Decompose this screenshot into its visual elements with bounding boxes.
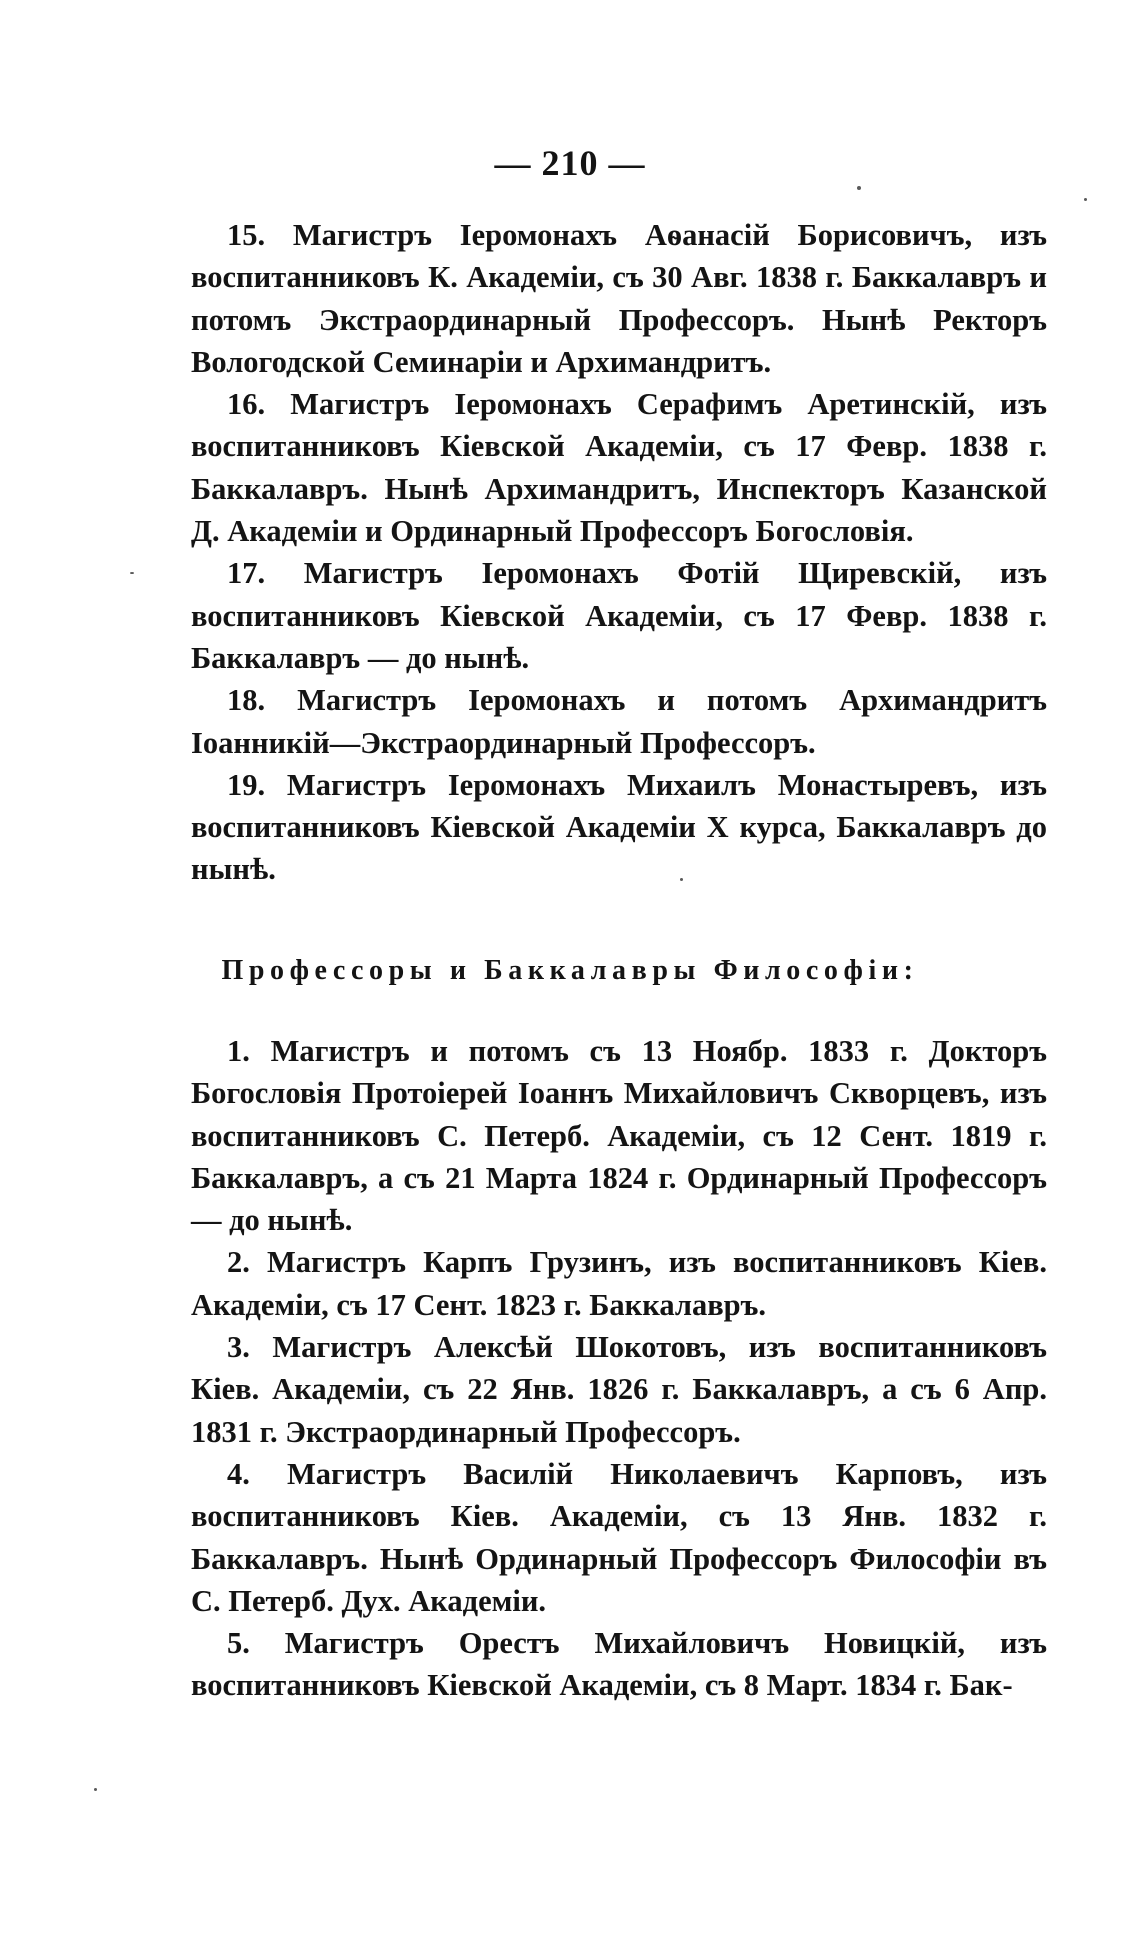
entry-2: 2. Магистръ Карпъ Грузинъ, изъ воспитанниковъ Кіев. Академіи, съ 17 Сент. 1823 г. Баккалавръ. <box>191 1245 1047 1322</box>
scan-speck <box>130 572 134 574</box>
entry-1: 1. Магистръ и потомъ съ 13 Ноябр. 1833 г. Докторъ Богословія Протоіерей Іоаннъ Михайловичъ Скворцевъ, изъ воспитанниковъ С. Петерб. Академіи, съ 12 Сент. 1819 г. Баккалавръ, а съ 21 Марта 1824 г. Ординарный Профессоръ — до нынѣ. <box>191 1034 1047 1238</box>
entry-4: 4. Магистръ Василій Николаевичъ Карповъ, изъ воспитанниковъ Кіев. Академіи, съ 13 Янв. 1832 г. Баккалавръ. Нынѣ Ординарный Профессоръ Философіи въ С. Петерб. Дух. Академіи. <box>191 1456 1047 1618</box>
entry-15: 15. Магистръ Іеромонахъ Аѳанасій Борисовичъ, изъ воспитанниковъ К. Академіи, съ 30 Авг. 1838 г. Баккалавръ и потомъ Экстраординарный Профессоръ. Нынѣ Ректоръ Вологодской Семинаріи и Архимандритъ. <box>191 218 1047 379</box>
entry-5: 5. Магистръ Орестъ Михайловичъ Новицкій, изъ воспитанниковъ Кіевской Академіи, съ 8 Март. 1834 г. Бак- <box>191 1626 1047 1703</box>
entries-bottom <box>191 1030 1047 1707</box>
entry-16: 16. Магистръ Іеромонахъ Серафимъ Аретинскій, изъ воспитанниковъ Кіевской Академіи, съ 17 Февр. 1838 г. Баккалавръ. Нынѣ Архимандритъ, Инспекторъ Казанской Д. Академіи и Ординарный Профессоръ Богословія. <box>191 387 1047 549</box>
scan-speck <box>680 878 683 881</box>
scan-speck <box>857 186 861 190</box>
section-heading: Профессоры и Баккалавры Философіи: <box>221 955 919 986</box>
scan-speck <box>94 1788 97 1791</box>
entry-3: 3. Магистръ Алексѣй Шокотовъ, изъ воспитанниковъ Кіев. Академіи, съ 22 Янв. 1826 г. Баккалавръ, а съ 6 Апр. 1831 г. Экстраординарный Профессоръ. <box>191 1330 1047 1449</box>
entry-17: 17. Магистръ Іеромонахъ Фотій Щиревскій, изъ воспитанниковъ Кіевской Академіи, съ 17 Февр. 1838 г. Баккалавръ — до нынѣ. <box>191 556 1047 675</box>
entry-18: 18. Магистръ Іеромонахъ и потомъ Архимандритъ Іоанникій—Экстраординарный Профессоръ. <box>191 683 1047 760</box>
page-number: — 210 — <box>494 143 646 183</box>
entry-19: 19. Магистръ Іеромонахъ Михаилъ Монастыревъ, изъ воспитанниковъ Кіевской Академіи X курса, Баккалавръ до нынѣ. <box>191 767 1047 887</box>
scan-speck <box>1084 198 1087 201</box>
entries-top <box>191 214 1047 891</box>
